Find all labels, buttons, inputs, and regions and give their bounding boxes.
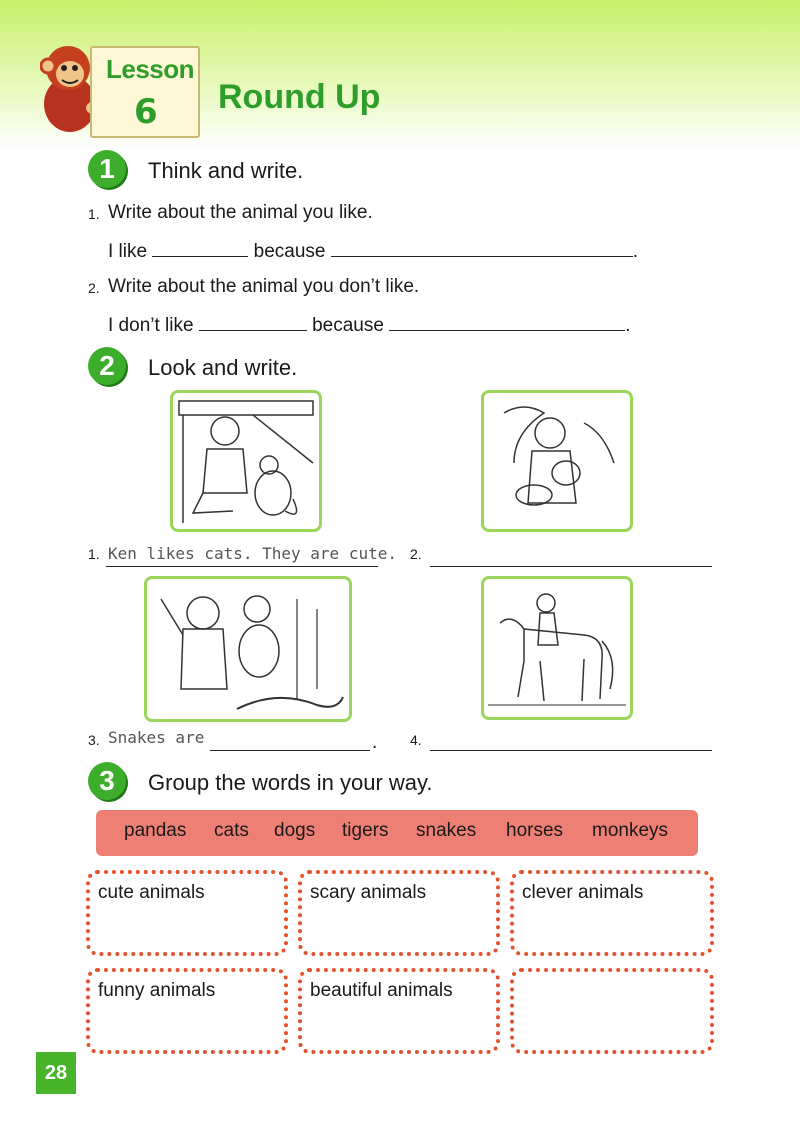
item-1-blank-a[interactable] [152, 238, 248, 257]
group-box-2-label: scary animals [310, 882, 427, 903]
item-1-number: 1. [88, 206, 100, 222]
word-pandas: pandas [124, 820, 187, 841]
group-box-1-label: cute animals [98, 882, 205, 903]
section-1-badge: 1 [88, 150, 126, 188]
lesson-number: 6 [134, 92, 158, 132]
item-2-blank-b[interactable] [389, 312, 625, 331]
lesson-label: Lesson [106, 54, 195, 84]
section-3-title: Group the words in your way. [148, 770, 433, 795]
item-2-part-a: I don’t like [108, 315, 194, 336]
group-box-4-label: funny animals [98, 980, 216, 1001]
picture-monkey-bear-snake [144, 576, 352, 722]
answer-2-number: 2. [410, 546, 422, 562]
answer-2-line[interactable] [430, 566, 712, 567]
answer-3-end: . [372, 732, 378, 753]
item-1-prompt: Write about the animal you like. [108, 202, 373, 223]
answer-4-line[interactable] [430, 750, 712, 751]
item-1-blank-b[interactable] [331, 238, 633, 257]
answer-1-text: Ken likes cats. They are cute. [108, 544, 397, 563]
picture-girl-with-dog [481, 390, 633, 532]
item-2-sentence [108, 312, 631, 337]
word-tigers: tigers [342, 820, 389, 841]
group-box-1[interactable] [86, 870, 288, 956]
lesson-badge [90, 46, 200, 138]
answer-3-number: 3. [88, 732, 100, 748]
word-monkeys: monkeys [592, 820, 669, 841]
item-2-end: . [625, 315, 631, 336]
item-1-sentence [108, 238, 638, 263]
picture-boy-with-cat [170, 390, 322, 532]
answer-1-line[interactable] [106, 566, 378, 567]
group-box-3[interactable] [510, 870, 714, 956]
section-2-title: Look and write. [148, 355, 298, 380]
group-box-6[interactable] [510, 968, 714, 1054]
word-cats: cats [214, 820, 249, 841]
word-snakes: snakes [416, 820, 477, 841]
word-dogs: dogs [274, 820, 316, 841]
group-box-2[interactable] [298, 870, 500, 956]
section-1-title: Think and write. [148, 158, 304, 183]
section-2-badge: 2 [88, 347, 126, 385]
item-2-part-b: because [312, 315, 384, 336]
word-horses: horses [506, 820, 564, 841]
item-2-number: 2. [88, 280, 100, 296]
page-number: 28 [36, 1052, 76, 1094]
answer-4-number: 4. [410, 732, 422, 748]
item-2-blank-a[interactable] [199, 312, 307, 331]
group-box-5-label: beautiful animals [310, 980, 453, 1001]
answer-1-number: 1. [88, 546, 100, 562]
answer-3-text: Snakes are [108, 728, 205, 747]
item-1-end: . [632, 241, 639, 262]
answer-3-line[interactable] [210, 750, 370, 751]
page-title: Round Up [218, 78, 381, 116]
item-1-part-b: because [253, 241, 326, 262]
section-3-badge: 3 [88, 762, 126, 800]
group-box-3-label: clever animals [522, 882, 644, 903]
item-1-part-a: I like [108, 241, 148, 262]
group-box-4[interactable] [86, 968, 288, 1054]
group-box-5[interactable] [298, 968, 500, 1054]
picture-boy-riding-horse [481, 576, 633, 720]
word-bank [96, 810, 698, 856]
item-2-prompt: Write about the animal you don’t like. [108, 276, 420, 297]
